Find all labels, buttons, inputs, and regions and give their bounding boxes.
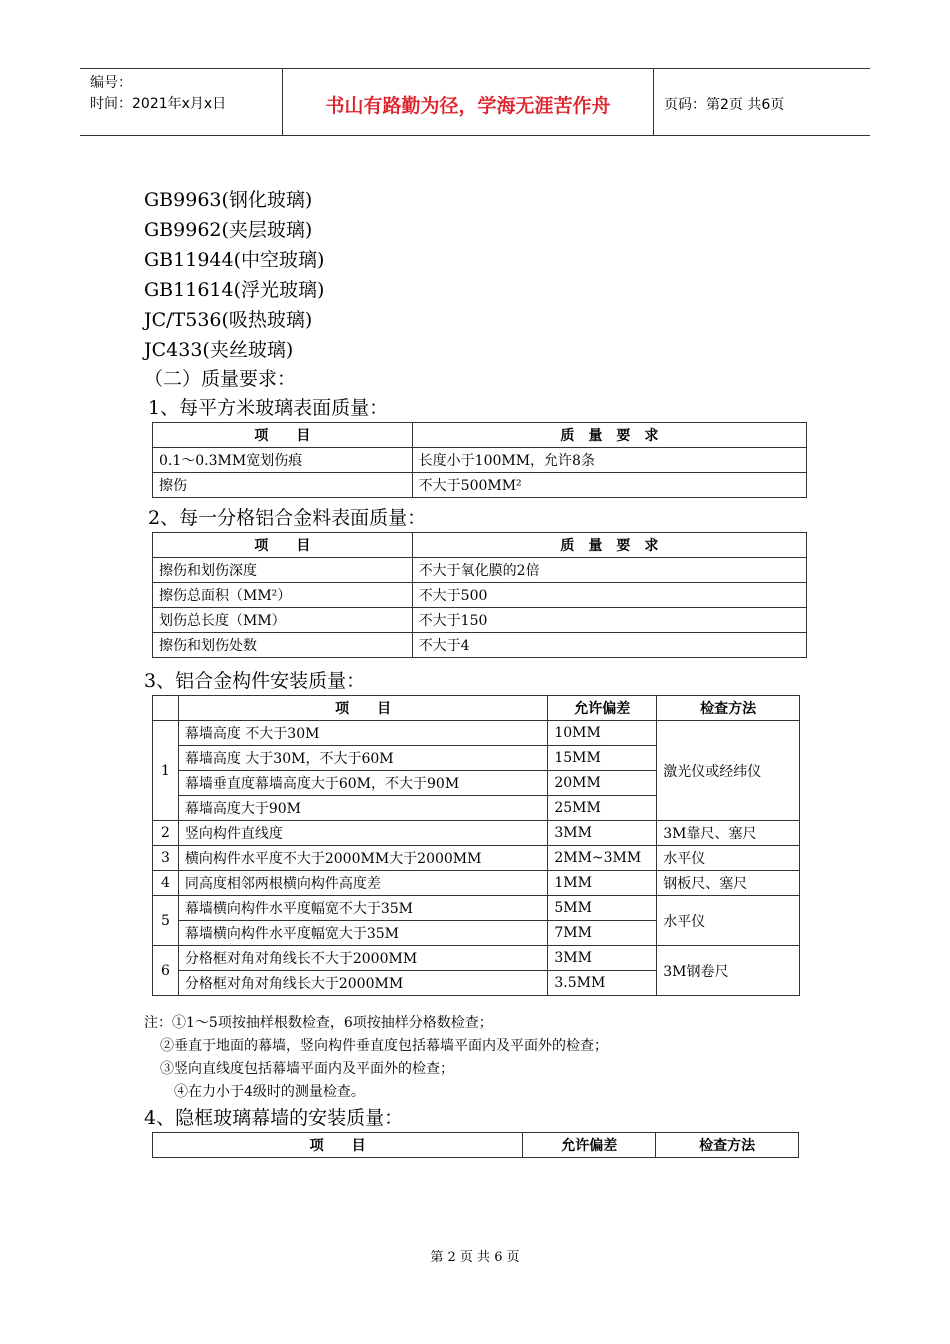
note-line: ②垂直于地面的幕墙，竖向构件垂直度包括幕墙平面内及平面外的检查； bbox=[160, 1038, 608, 1054]
cell-requirement: 不大于500MM² bbox=[412, 473, 806, 498]
cell-number: 3 bbox=[153, 846, 179, 871]
section2-title: 2、每一分格铝合金料表面质量： bbox=[148, 507, 427, 529]
cell-number: 1 bbox=[153, 721, 179, 821]
standard-item: GB11614(浮光玻璃) bbox=[144, 279, 325, 301]
table-row bbox=[153, 473, 807, 498]
table-row bbox=[153, 871, 800, 896]
header-item: 项 目 bbox=[153, 423, 413, 448]
cell-tolerance: 25MM bbox=[548, 796, 657, 821]
cell-tolerance: 7MM bbox=[548, 921, 657, 946]
header-page-cell bbox=[654, 69, 870, 135]
cell-tolerance: 10MM bbox=[548, 721, 657, 746]
header-motto-cell bbox=[282, 69, 654, 135]
cell-item: 擦伤总面积（MM²） bbox=[153, 583, 413, 608]
cell-number: 2 bbox=[153, 821, 179, 846]
doc-date-label: 时间：2021年x月x日 bbox=[90, 96, 227, 112]
cell-tolerance: 20MM bbox=[548, 771, 657, 796]
cell-item: 竖向构件直线度 bbox=[178, 821, 547, 846]
header-meta-cell bbox=[80, 69, 282, 135]
table-notes bbox=[144, 1012, 608, 1104]
cell-item: 幕墙横向构件水平度幅宽大于35M bbox=[178, 921, 547, 946]
cell-number: 5 bbox=[153, 896, 179, 946]
cell-tolerance: 15MM bbox=[548, 746, 657, 771]
header-requirement: 质 量 要 求 bbox=[412, 423, 806, 448]
standard-item: GB9963(钢化玻璃) bbox=[144, 189, 313, 211]
header-item: 项 目 bbox=[153, 1133, 523, 1158]
cell-tolerance: 3.5MM bbox=[548, 971, 657, 996]
section4-title: 4、隐框玻璃幕墙的安装质量： bbox=[144, 1107, 404, 1129]
page-header bbox=[80, 68, 870, 136]
header-method: 检查方法 bbox=[657, 696, 800, 721]
cell-requirement: 不大于氧化膜的2倍 bbox=[412, 558, 806, 583]
cell-requirement: 不大于500 bbox=[412, 583, 806, 608]
cell-method: 钢板尺、塞尺 bbox=[657, 871, 800, 896]
table-row bbox=[153, 633, 807, 658]
header-tolerance: 允许偏差 bbox=[548, 696, 657, 721]
cell-item: 幕墙高度 不大于30M bbox=[178, 721, 547, 746]
header-method: 检查方法 bbox=[656, 1133, 799, 1158]
table-header-row bbox=[153, 423, 807, 448]
table-row bbox=[153, 896, 800, 921]
cell-number: 4 bbox=[153, 871, 179, 896]
cell-method: 水平仪 bbox=[657, 846, 800, 871]
note-line: ④在力小于4级时的测量检查。 bbox=[174, 1084, 365, 1100]
cell-item: 划伤总长度（MM） bbox=[153, 608, 413, 633]
standard-item: JC433(夹丝玻璃) bbox=[144, 339, 294, 361]
aluminum-surface-table bbox=[152, 532, 807, 658]
cell-method: 激光仪或经纬仪 bbox=[657, 721, 800, 821]
header-motto: 书山有路勤为径，学海无涯苦作舟 bbox=[325, 95, 611, 117]
cell-item: 幕墙垂直度幕墙高度大于60M，不大于90M bbox=[178, 771, 547, 796]
table-header-row bbox=[153, 1133, 799, 1158]
cell-tolerance: 3MM bbox=[548, 946, 657, 971]
table-row bbox=[153, 721, 800, 746]
cell-item: 同高度相邻两根横向构件高度差 bbox=[178, 871, 547, 896]
table-row bbox=[153, 946, 800, 971]
cell-requirement: 不大于4 bbox=[412, 633, 806, 658]
quality-heading: （二）质量要求： bbox=[144, 368, 297, 390]
standard-item: GB9962(夹层玻璃) bbox=[144, 219, 313, 241]
section3-title: 3、铝合金构件安装质量： bbox=[144, 670, 366, 692]
cell-tolerance: 3MM bbox=[548, 821, 657, 846]
header-page-label: 页码：第2页 共6页 bbox=[664, 97, 785, 113]
header-number bbox=[153, 696, 179, 721]
note-line: ③竖向直线度包括幕墙平面内及平面外的检查； bbox=[160, 1061, 454, 1077]
header-item: 项 目 bbox=[153, 533, 413, 558]
doc-number-label: 编号： bbox=[90, 75, 132, 91]
table-row bbox=[153, 583, 807, 608]
cell-item: 擦伤 bbox=[153, 473, 413, 498]
cell-item: 擦伤和划伤处数 bbox=[153, 633, 413, 658]
cell-requirement: 长度小于100MM，允许8条 bbox=[412, 448, 806, 473]
table-row bbox=[153, 608, 807, 633]
hidden-frame-table bbox=[152, 1132, 799, 1158]
installation-quality-table bbox=[152, 695, 800, 996]
table-header-row bbox=[153, 696, 800, 721]
standard-item: GB11944(中空玻璃) bbox=[144, 249, 325, 271]
table-header-row bbox=[153, 533, 807, 558]
page-footer: 第 2 页 共 6 页 bbox=[430, 1250, 520, 1265]
cell-method: 水平仪 bbox=[657, 896, 800, 946]
header-tolerance: 允许偏差 bbox=[523, 1133, 656, 1158]
glass-surface-table bbox=[152, 422, 807, 498]
cell-item: 分格框对角对角线长大于2000MM bbox=[178, 971, 547, 996]
cell-item: 横向构件水平度不大于2000MM大于2000MM bbox=[178, 846, 547, 871]
cell-tolerance: 1MM bbox=[548, 871, 657, 896]
cell-tolerance: 5MM bbox=[548, 896, 657, 921]
cell-item: 幕墙高度大于90M bbox=[178, 796, 547, 821]
standard-item: JC/T536(吸热玻璃) bbox=[144, 309, 313, 331]
cell-number: 6 bbox=[153, 946, 179, 996]
cell-method: 3M钢卷尺 bbox=[657, 946, 800, 996]
header-requirement: 质 量 要 求 bbox=[412, 533, 806, 558]
cell-item: 擦伤和划伤深度 bbox=[153, 558, 413, 583]
table-row bbox=[153, 821, 800, 846]
section1-title: 1、每平方米玻璃表面质量： bbox=[148, 397, 389, 419]
header-item: 项 目 bbox=[178, 696, 547, 721]
cell-method: 3M靠尺、塞尺 bbox=[657, 821, 800, 846]
cell-requirement: 不大于150 bbox=[412, 608, 806, 633]
table-row bbox=[153, 448, 807, 473]
cell-item: 幕墙横向构件水平度幅宽不大于35M bbox=[178, 896, 547, 921]
table-row bbox=[153, 846, 800, 871]
note-line: 注：①1～5项按抽样根数检查，6项按抽样分格数检查； bbox=[144, 1015, 493, 1031]
cell-item: 0.1～0.3MM宽划伤痕 bbox=[153, 448, 413, 473]
cell-tolerance: 2MM~3MM bbox=[548, 846, 657, 871]
table-row bbox=[153, 558, 807, 583]
cell-item: 分格框对角对角线长不大于2000MM bbox=[178, 946, 547, 971]
cell-item: 幕墙高度 大于30M，不大于60M bbox=[178, 746, 547, 771]
